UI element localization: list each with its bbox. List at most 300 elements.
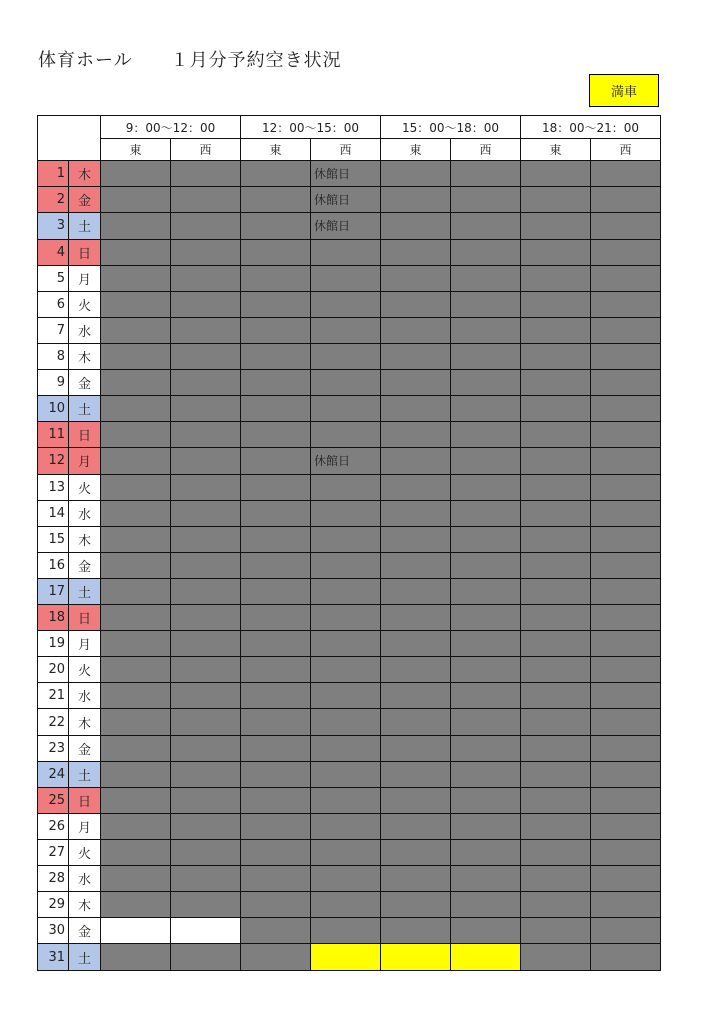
slot-cell-full[interactable]: [241, 239, 311, 265]
slot-cell-full[interactable]: [591, 605, 661, 631]
slot-cell-full[interactable]: [591, 892, 661, 918]
slot-cell-full[interactable]: [381, 448, 451, 474]
slot-cell-full[interactable]: [241, 526, 311, 552]
slot-cell-full[interactable]: [451, 813, 521, 839]
slot-cell-full[interactable]: [521, 161, 591, 187]
weekday-cell: 水: [69, 317, 101, 343]
slot-cell-full[interactable]: [521, 265, 591, 291]
slot-cell-full[interactable]: [521, 709, 591, 735]
slot-cell-full[interactable]: [171, 657, 241, 683]
day-number-cell: 12: [38, 448, 69, 474]
slot-cell-full[interactable]: [381, 343, 451, 369]
weekday-cell: 金: [69, 735, 101, 761]
slot-cell-full[interactable]: [101, 187, 171, 213]
slot-cell-full[interactable]: [311, 526, 381, 552]
slot-cell-full[interactable]: [591, 265, 661, 291]
day-number-cell: 19: [38, 631, 69, 657]
slot-cell-full[interactable]: [171, 526, 241, 552]
slot-cell-full[interactable]: [591, 396, 661, 422]
slot-cell-full[interactable]: [101, 343, 171, 369]
header-corner: [38, 116, 101, 161]
slot-cell-full[interactable]: [171, 422, 241, 448]
slot-cell-full[interactable]: [381, 474, 451, 500]
slot-cell-full[interactable]: [311, 605, 381, 631]
slot-cell-full[interactable]: [381, 605, 451, 631]
slot-cell-full[interactable]: [171, 239, 241, 265]
slot-cell-full[interactable]: [451, 343, 521, 369]
slot-cell-full[interactable]: [101, 683, 171, 709]
slot-cell-full[interactable]: [311, 448, 381, 474]
slot-cell-full[interactable]: [451, 657, 521, 683]
day-row: [38, 396, 661, 422]
slot-cell-full[interactable]: [591, 370, 661, 396]
hall-header-west: 西: [591, 139, 661, 161]
slot-cell-full[interactable]: [101, 396, 171, 422]
slot-cell-full[interactable]: [311, 343, 381, 369]
slot-cell-yellow[interactable]: [381, 944, 451, 971]
slot-cell-full[interactable]: [521, 918, 591, 944]
slot-cell-full[interactable]: [171, 944, 241, 971]
slot-cell-full[interactable]: [311, 840, 381, 866]
slot-cell-full[interactable]: [381, 291, 451, 317]
slot-cell-full[interactable]: [171, 840, 241, 866]
weekday-cell: 火: [69, 291, 101, 317]
slot-cell-full[interactable]: [521, 526, 591, 552]
slot-cell-full[interactable]: [521, 500, 591, 526]
slot-cell-full[interactable]: [171, 265, 241, 291]
slot-cell-full[interactable]: [451, 370, 521, 396]
slot-cell-full[interactable]: [381, 265, 451, 291]
slot-cell-full[interactable]: [521, 944, 591, 971]
slot-cell-full[interactable]: [451, 840, 521, 866]
hall-header-east: 東: [521, 139, 591, 161]
slot-cell-full[interactable]: [381, 631, 451, 657]
weekday-cell: 土: [69, 396, 101, 422]
slot-cell-full[interactable]: [591, 422, 661, 448]
slot-cell-full[interactable]: [451, 605, 521, 631]
slot-cell-full[interactable]: [101, 422, 171, 448]
slot-cell-full[interactable]: [591, 840, 661, 866]
slot-cell-full[interactable]: [171, 578, 241, 604]
hall-header-row: [38, 139, 661, 161]
slot-cell-full[interactable]: [171, 343, 241, 369]
slot-cell-full[interactable]: [101, 892, 171, 918]
slot-cell-full[interactable]: [591, 239, 661, 265]
slot-cell-full[interactable]: [451, 239, 521, 265]
slot-cell-open[interactable]: [101, 918, 171, 944]
weekday-cell: 水: [69, 500, 101, 526]
slot-cell-full[interactable]: [241, 474, 311, 500]
weekday-cell: 日: [69, 239, 101, 265]
slot-cell-full[interactable]: [171, 213, 241, 239]
slot-cell-full[interactable]: [381, 657, 451, 683]
slot-cell-full[interactable]: [451, 787, 521, 813]
slot-cell-full[interactable]: [521, 605, 591, 631]
slot-cell-full[interactable]: [101, 500, 171, 526]
slot-cell-full[interactable]: [521, 787, 591, 813]
slot-cell-full[interactable]: [171, 787, 241, 813]
slot-cell-full[interactable]: [451, 422, 521, 448]
slot-cell-full[interactable]: [171, 187, 241, 213]
slot-cell-full[interactable]: [311, 265, 381, 291]
slot-cell-full[interactable]: [101, 761, 171, 787]
slot-cell-full[interactable]: [521, 213, 591, 239]
slot-cell-full[interactable]: [311, 187, 381, 213]
slot-cell-yellow[interactable]: [311, 944, 381, 971]
slot-cell-full[interactable]: [311, 735, 381, 761]
slot-cell-full[interactable]: [241, 448, 311, 474]
slot-cell-full[interactable]: [241, 343, 311, 369]
slot-cell-full[interactable]: [241, 500, 311, 526]
day-row: [38, 213, 661, 239]
slot-cell-full[interactable]: [101, 213, 171, 239]
slot-cell-full[interactable]: [311, 396, 381, 422]
slot-cell-full[interactable]: [591, 187, 661, 213]
slot-cell-full[interactable]: [241, 422, 311, 448]
slot-cell-full[interactable]: [241, 761, 311, 787]
slot-cell-full[interactable]: [521, 866, 591, 892]
slot-cell-full[interactable]: [241, 187, 311, 213]
slot-cell-full[interactable]: [311, 709, 381, 735]
slot-cell-full[interactable]: [101, 813, 171, 839]
slot-cell-yellow[interactable]: [451, 944, 521, 971]
slot-cell-full[interactable]: [521, 813, 591, 839]
slot-cell-full[interactable]: [451, 500, 521, 526]
day-row: [38, 448, 661, 474]
slot-cell-full[interactable]: [451, 187, 521, 213]
slot-cell-full[interactable]: [171, 761, 241, 787]
slot-cell-full[interactable]: [451, 892, 521, 918]
slot-cell-full[interactable]: [381, 317, 451, 343]
day-row: [38, 709, 661, 735]
slot-cell-full[interactable]: [521, 761, 591, 787]
slot-cell-full[interactable]: [311, 370, 381, 396]
slot-cell-full[interactable]: [171, 631, 241, 657]
slot-cell-full[interactable]: [171, 866, 241, 892]
slot-cell-full[interactable]: [451, 448, 521, 474]
slot-cell-full[interactable]: [381, 892, 451, 918]
weekday-cell: 木: [69, 161, 101, 187]
slot-cell-full[interactable]: [241, 944, 311, 971]
slot-cell-full[interactable]: [311, 578, 381, 604]
slot-cell-full[interactable]: [101, 448, 171, 474]
slot-cell-full[interactable]: [311, 683, 381, 709]
time-slot-header: 9：00～12：00: [101, 116, 241, 139]
day-row: [38, 944, 661, 971]
weekday-cell: 木: [69, 526, 101, 552]
slot-cell-full[interactable]: [101, 657, 171, 683]
day-number-cell: 24: [38, 761, 69, 787]
slot-cell-full[interactable]: [521, 892, 591, 918]
slot-cell-full[interactable]: [591, 866, 661, 892]
slot-cell-full[interactable]: [381, 918, 451, 944]
slot-cell-full[interactable]: [591, 578, 661, 604]
slot-cell-full[interactable]: [591, 709, 661, 735]
slot-cell-full[interactable]: [451, 918, 521, 944]
slot-cell-full[interactable]: [311, 500, 381, 526]
slot-cell-full[interactable]: [311, 657, 381, 683]
slot-cell-full[interactable]: [171, 552, 241, 578]
day-number-cell: 2: [38, 187, 69, 213]
slot-cell-full[interactable]: [521, 631, 591, 657]
slot-cell-full[interactable]: [241, 840, 311, 866]
slot-cell-full[interactable]: [451, 761, 521, 787]
slot-cell-full[interactable]: [241, 317, 311, 343]
slot-cell-full[interactable]: [311, 213, 381, 239]
slot-cell-full[interactable]: [451, 213, 521, 239]
slot-cell-full[interactable]: [451, 317, 521, 343]
day-row: [38, 474, 661, 500]
slot-cell-full[interactable]: [241, 683, 311, 709]
slot-cell-full[interactable]: [241, 213, 311, 239]
slot-cell-full[interactable]: [521, 343, 591, 369]
slot-cell-full[interactable]: [591, 343, 661, 369]
slot-cell-full[interactable]: [521, 370, 591, 396]
day-number-cell: 13: [38, 474, 69, 500]
slot-cell-full[interactable]: [521, 291, 591, 317]
slot-cell-full[interactable]: [521, 317, 591, 343]
slot-cell-full[interactable]: [101, 370, 171, 396]
closed-day-label: 休館日: [314, 167, 351, 182]
slot-cell-full[interactable]: [101, 265, 171, 291]
weekday-cell: 水: [69, 866, 101, 892]
slot-cell-full[interactable]: [521, 396, 591, 422]
slot-cell-full[interactable]: [591, 735, 661, 761]
slot-cell-full[interactable]: [591, 291, 661, 317]
slot-cell-full[interactable]: [241, 735, 311, 761]
day-number-cell: 5: [38, 265, 69, 291]
slot-cell-full[interactable]: [101, 526, 171, 552]
slot-cell-full[interactable]: [591, 317, 661, 343]
slot-cell-full[interactable]: [381, 813, 451, 839]
day-number-cell: 10: [38, 396, 69, 422]
day-number-cell: 15: [38, 526, 69, 552]
slot-cell-full[interactable]: [101, 631, 171, 657]
slot-cell-full[interactable]: [241, 161, 311, 187]
slot-cell-full[interactable]: [381, 761, 451, 787]
day-number-cell: 28: [38, 866, 69, 892]
slot-cell-full[interactable]: [381, 866, 451, 892]
slot-cell-full[interactable]: [591, 918, 661, 944]
slot-cell-full[interactable]: [101, 866, 171, 892]
slot-cell-full[interactable]: [381, 552, 451, 578]
slot-cell-full[interactable]: [381, 213, 451, 239]
weekday-cell: 日: [69, 422, 101, 448]
weekday-cell: 土: [69, 578, 101, 604]
slot-cell-open[interactable]: [171, 918, 241, 944]
slot-cell-full[interactable]: [171, 683, 241, 709]
slot-cell-full[interactable]: [381, 683, 451, 709]
slot-cell-full[interactable]: [521, 683, 591, 709]
slot-cell-full[interactable]: [171, 892, 241, 918]
slot-cell-full[interactable]: [521, 657, 591, 683]
slot-cell-full[interactable]: [451, 578, 521, 604]
slot-cell-full[interactable]: [451, 552, 521, 578]
slot-cell-full[interactable]: [311, 918, 381, 944]
closed-day-label: 休館日: [314, 454, 351, 469]
slot-cell-full[interactable]: [381, 526, 451, 552]
slot-cell-full[interactable]: [381, 370, 451, 396]
day-number-cell: 16: [38, 552, 69, 578]
slot-cell-full[interactable]: [101, 605, 171, 631]
slot-cell-full[interactable]: [591, 683, 661, 709]
day-number-cell: 21: [38, 683, 69, 709]
slot-cell-full[interactable]: [241, 578, 311, 604]
weekday-cell: 金: [69, 918, 101, 944]
day-row: [38, 605, 661, 631]
slot-cell-full[interactable]: [311, 787, 381, 813]
slot-cell-full[interactable]: [521, 735, 591, 761]
slot-cell-full[interactable]: [311, 631, 381, 657]
slot-cell-full[interactable]: [171, 396, 241, 422]
slot-cell-full[interactable]: [311, 161, 381, 187]
slot-cell-full[interactable]: [451, 396, 521, 422]
slot-cell-full[interactable]: [101, 787, 171, 813]
slot-cell-full[interactable]: [451, 291, 521, 317]
day-row: [38, 892, 661, 918]
slot-cell-full[interactable]: [241, 918, 311, 944]
slot-cell-full[interactable]: [241, 370, 311, 396]
slot-cell-full[interactable]: [591, 161, 661, 187]
slot-cell-full[interactable]: [101, 239, 171, 265]
slot-cell-full[interactable]: [171, 709, 241, 735]
slot-cell-full[interactable]: [381, 500, 451, 526]
slot-cell-full[interactable]: [381, 239, 451, 265]
slot-cell-full[interactable]: [591, 213, 661, 239]
slot-cell-full[interactable]: [311, 892, 381, 918]
slot-cell-full[interactable]: [591, 631, 661, 657]
slot-cell-full[interactable]: [241, 813, 311, 839]
slot-cell-full[interactable]: [521, 187, 591, 213]
slot-cell-full[interactable]: [311, 422, 381, 448]
slot-cell-full[interactable]: [101, 161, 171, 187]
slot-cell-full[interactable]: [171, 291, 241, 317]
day-row: [38, 735, 661, 761]
slot-cell-full[interactable]: [241, 631, 311, 657]
slot-cell-full[interactable]: [591, 526, 661, 552]
slot-cell-full[interactable]: [101, 840, 171, 866]
slot-cell-full[interactable]: [591, 448, 661, 474]
weekday-cell: 金: [69, 187, 101, 213]
slot-cell-full[interactable]: [241, 709, 311, 735]
slot-cell-full[interactable]: [171, 813, 241, 839]
slot-cell-full[interactable]: [171, 605, 241, 631]
day-number-cell: 3: [38, 213, 69, 239]
slot-cell-full[interactable]: [451, 526, 521, 552]
day-row: [38, 526, 661, 552]
slot-cell-full[interactable]: [101, 552, 171, 578]
slot-cell-full[interactable]: [381, 161, 451, 187]
slot-cell-full[interactable]: [311, 317, 381, 343]
slot-cell-full[interactable]: [451, 866, 521, 892]
slot-cell-full[interactable]: [521, 239, 591, 265]
slot-cell-full[interactable]: [591, 813, 661, 839]
slot-cell-full[interactable]: [311, 239, 381, 265]
slot-cell-full[interactable]: [241, 657, 311, 683]
slot-cell-full[interactable]: [241, 265, 311, 291]
slot-cell-full[interactable]: [101, 317, 171, 343]
weekday-cell: 土: [69, 761, 101, 787]
slot-cell-full[interactable]: [171, 448, 241, 474]
slot-cell-full[interactable]: [241, 291, 311, 317]
slot-cell-full[interactable]: [311, 761, 381, 787]
slot-cell-full[interactable]: [591, 474, 661, 500]
slot-cell-full[interactable]: [591, 552, 661, 578]
day-number-cell: 27: [38, 840, 69, 866]
slot-cell-full[interactable]: [241, 892, 311, 918]
day-row: [38, 500, 661, 526]
slot-cell-full[interactable]: [241, 787, 311, 813]
slot-cell-full[interactable]: [451, 265, 521, 291]
slot-cell-full[interactable]: [311, 291, 381, 317]
slot-cell-full[interactable]: [521, 422, 591, 448]
slot-cell-full[interactable]: [591, 657, 661, 683]
slot-cell-full[interactable]: [171, 370, 241, 396]
slot-cell-full[interactable]: [311, 552, 381, 578]
day-row: [38, 265, 661, 291]
slot-cell-full[interactable]: [381, 709, 451, 735]
slot-cell-full[interactable]: [311, 813, 381, 839]
slot-cell-full[interactable]: [521, 578, 591, 604]
slot-cell-full[interactable]: [241, 866, 311, 892]
slot-cell-full[interactable]: [521, 552, 591, 578]
slot-cell-full[interactable]: [451, 683, 521, 709]
slot-cell-full[interactable]: [451, 735, 521, 761]
slot-cell-full[interactable]: [381, 396, 451, 422]
day-row: [38, 631, 661, 657]
slot-cell-full[interactable]: [381, 578, 451, 604]
slot-cell-full[interactable]: [171, 317, 241, 343]
slot-cell-full[interactable]: [311, 866, 381, 892]
page-title: 体育ホール １月分予約空き状況: [38, 50, 342, 71]
slot-cell-full[interactable]: [171, 735, 241, 761]
slot-cell-full[interactable]: [101, 474, 171, 500]
day-row: [38, 317, 661, 343]
slot-cell-full[interactable]: [101, 578, 171, 604]
slot-cell-full[interactable]: [101, 709, 171, 735]
slot-cell-full[interactable]: [171, 474, 241, 500]
slot-cell-full[interactable]: [451, 161, 521, 187]
slot-cell-full[interactable]: [101, 291, 171, 317]
slot-cell-full[interactable]: [171, 161, 241, 187]
slot-cell-full[interactable]: [241, 396, 311, 422]
weekday-cell: 木: [69, 343, 101, 369]
slot-cell-full[interactable]: [521, 840, 591, 866]
slot-cell-full[interactable]: [381, 787, 451, 813]
slot-cell-full[interactable]: [451, 474, 521, 500]
slot-cell-full[interactable]: [591, 787, 661, 813]
slot-cell-full[interactable]: [241, 552, 311, 578]
slot-cell-full[interactable]: [381, 187, 451, 213]
slot-cell-full[interactable]: [101, 735, 171, 761]
slot-cell-full[interactable]: [521, 448, 591, 474]
slot-cell-full[interactable]: [381, 840, 451, 866]
slot-cell-full[interactable]: [171, 500, 241, 526]
slot-cell-full[interactable]: [101, 944, 171, 971]
slot-cell-full[interactable]: [311, 474, 381, 500]
slot-cell-full[interactable]: [451, 709, 521, 735]
slot-cell-full[interactable]: [591, 944, 661, 971]
slot-cell-full[interactable]: [451, 631, 521, 657]
slot-cell-full[interactable]: [381, 735, 451, 761]
weekday-cell: 木: [69, 709, 101, 735]
slot-cell-full[interactable]: [381, 422, 451, 448]
slot-cell-full[interactable]: [241, 605, 311, 631]
slot-cell-full[interactable]: [591, 761, 661, 787]
slot-cell-full[interactable]: [591, 500, 661, 526]
slot-cell-full[interactable]: [521, 474, 591, 500]
day-row: [38, 239, 661, 265]
